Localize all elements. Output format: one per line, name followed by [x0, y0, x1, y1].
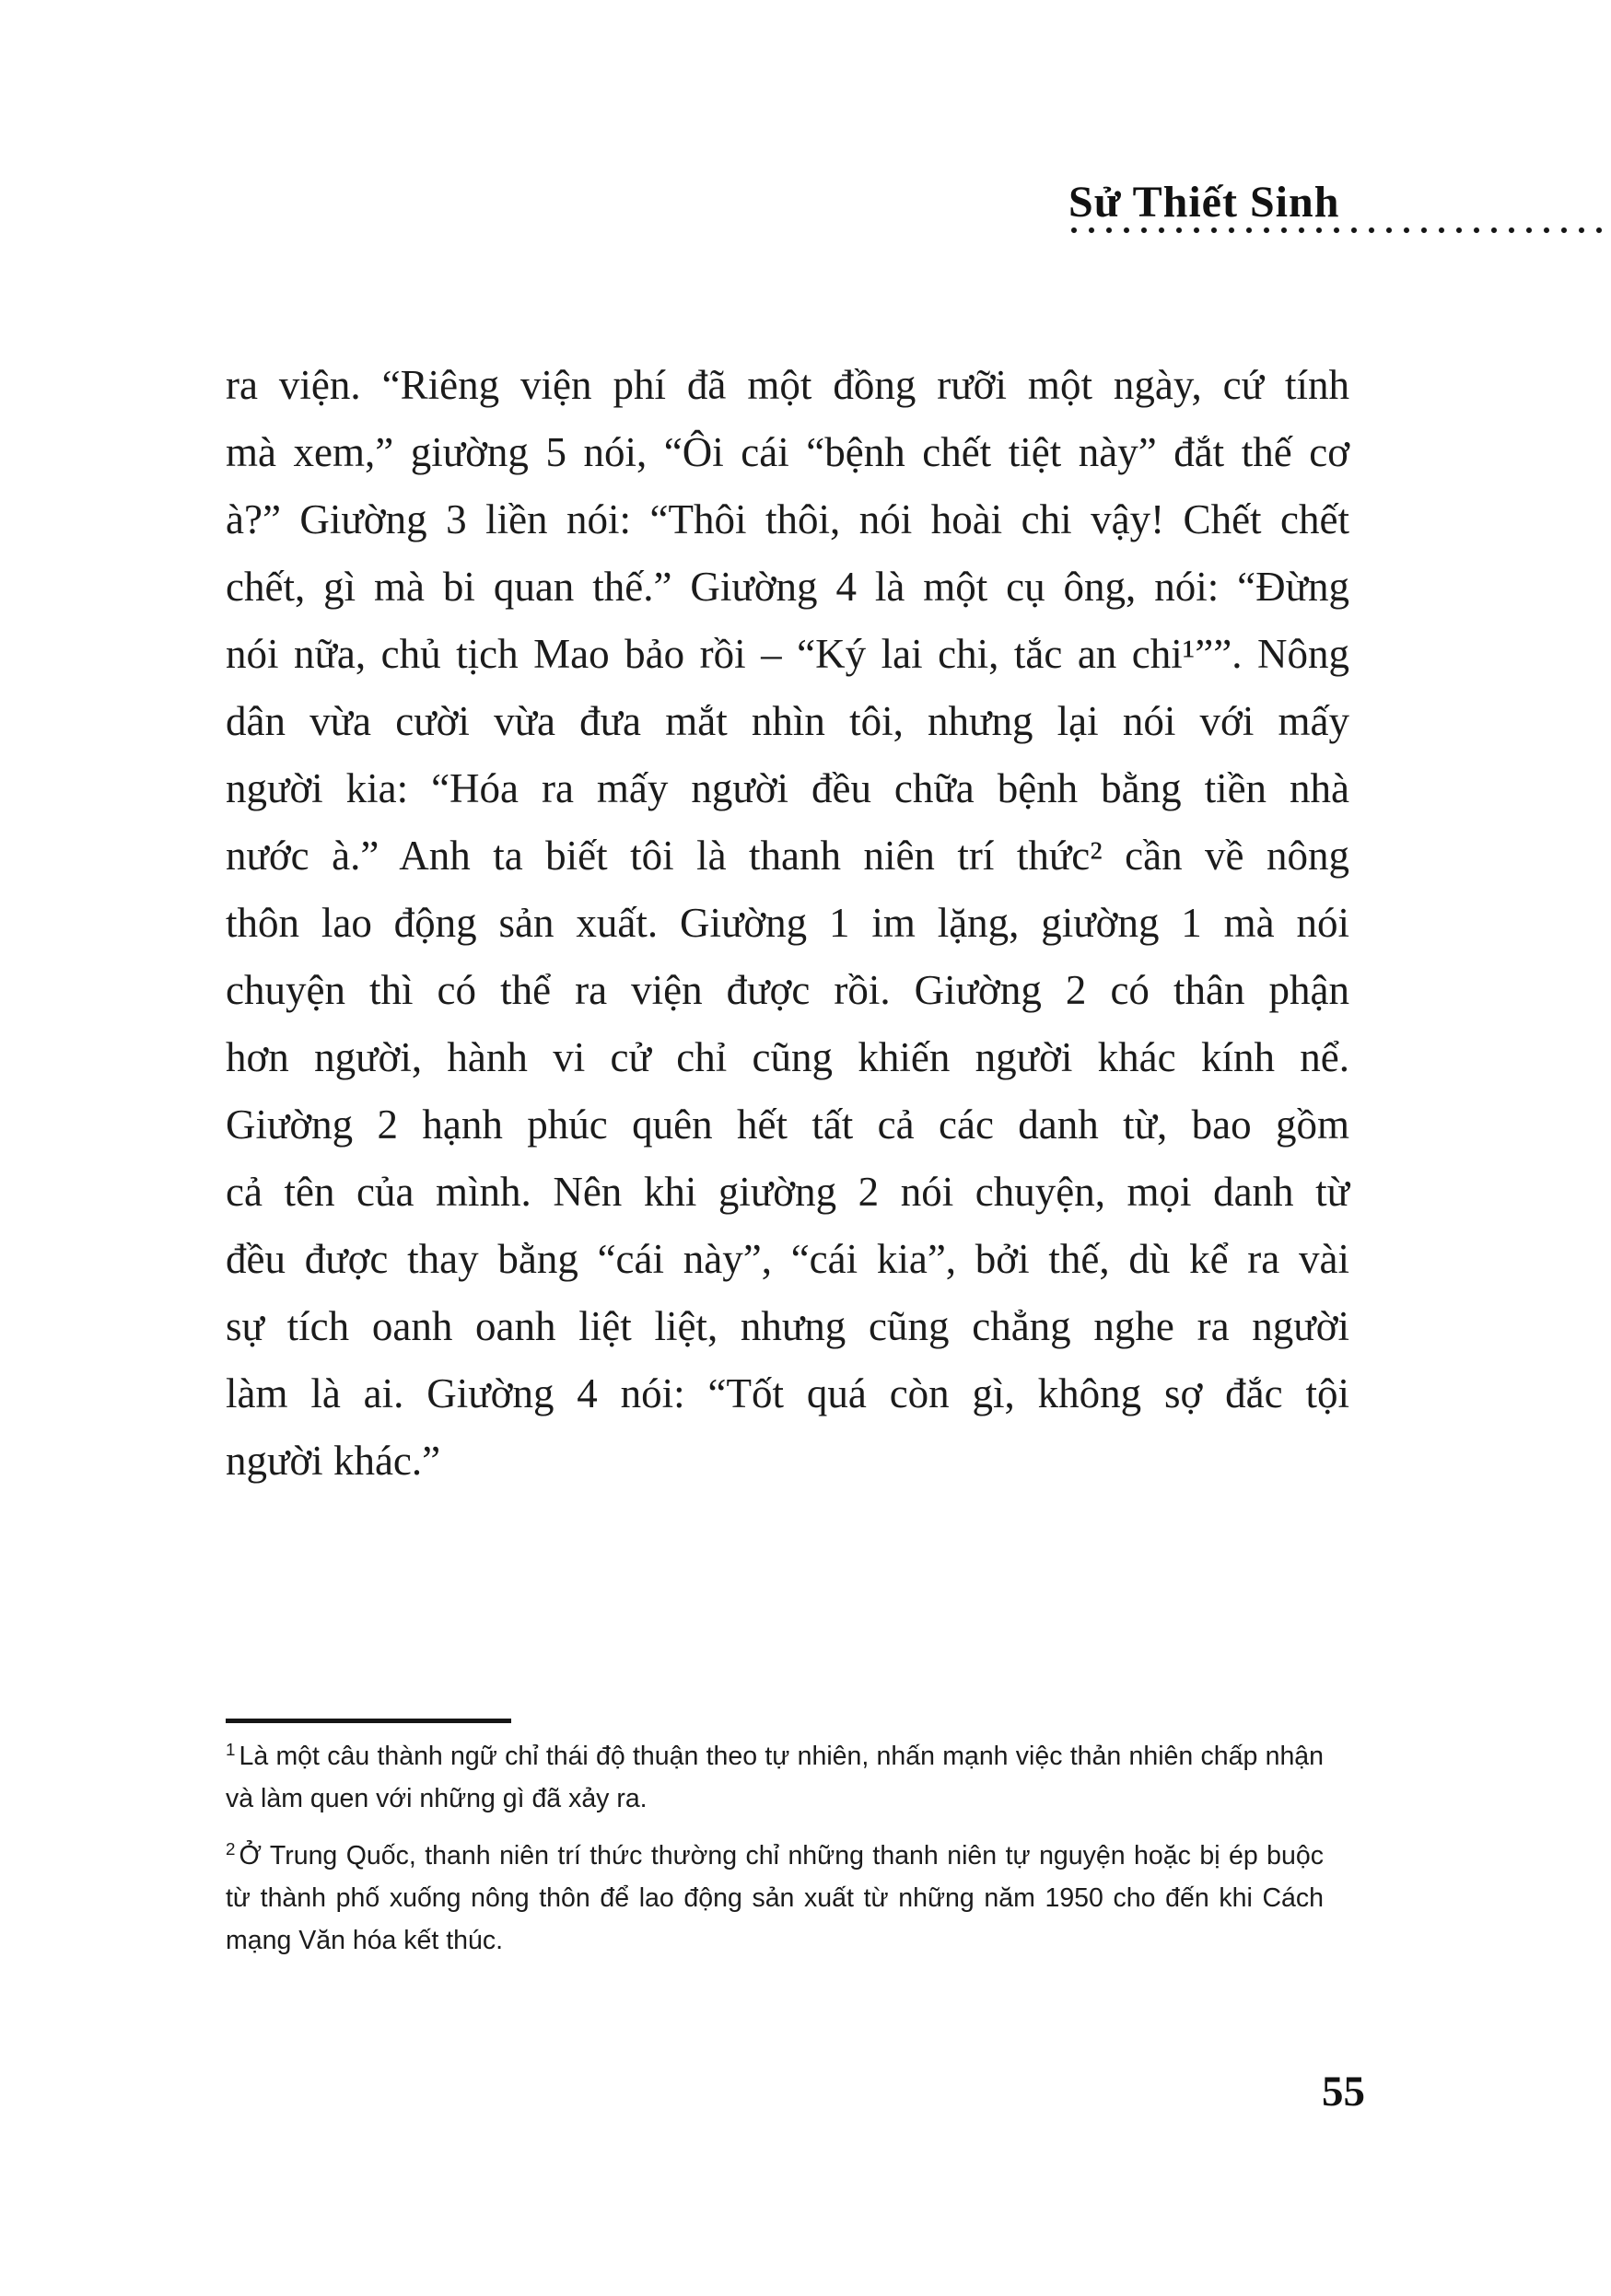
page-header-title: Sử Thiết Sinh	[1068, 178, 1340, 227]
body-line: mà xem,” giường 5 nói, “Ôi cái “bệnh chết tiệt này” đắt thế cơ	[226, 429, 1349, 475]
body-line: nước à.” Anh ta biết tôi là thanh niên trí thức² cần về nông	[226, 833, 1349, 879]
footnotes-section	[226, 1735, 1324, 1962]
header-dotted-rule	[1070, 227, 1611, 234]
footnote-1-marker: 1	[226, 1739, 236, 1759]
footnote-2-marker: 2	[226, 1838, 236, 1859]
body-line: thôn lao động sản xuất. Giường 1 im lặng, giường 1 mà nói	[226, 900, 1349, 946]
footnote-2-text: Ở Trung Quốc, thanh niên trí thức thường chỉ những thanh niên tự nguyện hoặc bị ép buộc từ thành phố xuống nông thôn để lao động sản xuất từ những năm 1950 cho đến khi Cách mạng Văn hóa kết thúc.	[226, 1841, 1324, 1955]
body-line: người kia: “Hóa ra mấy người đều chữa bệnh bằng tiền nhà	[226, 765, 1349, 811]
body-line: sự tích oanh oanh liệt liệt, nhưng cũng chẳng nghe ra người	[226, 1303, 1349, 1349]
body-line: Giường 2 hạnh phúc quên hết tất cả các danh từ, bao gồm	[226, 1101, 1349, 1148]
footnote-separator-rule	[226, 1719, 511, 1723]
body-line: người khác.”	[226, 1438, 441, 1484]
page-number: 55	[1322, 2068, 1365, 2115]
body-line: cả tên của mình. Nên khi giường 2 nói chuyện, mọi danh từ	[226, 1169, 1349, 1215]
body-line: ra viện. “Riêng viện phí đã một đồng rưỡi một ngày, cứ tính	[226, 362, 1349, 408]
body-line: à?” Giường 3 liền nói: “Thôi thôi, nói hoài chi vậy! Chết chết	[226, 496, 1349, 542]
body-line: chuyện thì có thể ra viện được rồi. Giường 2 có thân phận	[226, 967, 1349, 1013]
body-line: chết, gì mà bi quan thế.” Giường 4 là một cụ ông, nói: “Đừng	[226, 564, 1349, 610]
body-line: dân vừa cười vừa đưa mắt nhìn tôi, nhưng lại nói với mấy	[226, 698, 1349, 744]
footnote-1	[226, 1735, 1324, 1820]
body-line: đều được thay bằng “cái này”, “cái kia”, bởi thế, dù kể ra vài	[226, 1236, 1349, 1282]
footnote-1-text: Là một câu thành ngữ chỉ thái độ thuận theo tự nhiên, nhấn mạnh việc thản nhiên chấp nhận và làm quen với những gì đã xảy ra.	[226, 1742, 1324, 1813]
body-text	[226, 352, 1349, 1495]
body-line: nói nữa, chủ tịch Mao bảo rồi – “Ký lai chi, tắc an chi¹””. Nông	[226, 631, 1349, 677]
body-line: làm là ai. Giường 4 nói: “Tốt quá còn gì, không sợ đắc tội	[226, 1370, 1349, 1416]
footnote-2	[226, 1835, 1324, 1962]
body-line: hơn người, hành vi cử chỉ cũng khiến người khác kính nể.	[226, 1034, 1349, 1080]
